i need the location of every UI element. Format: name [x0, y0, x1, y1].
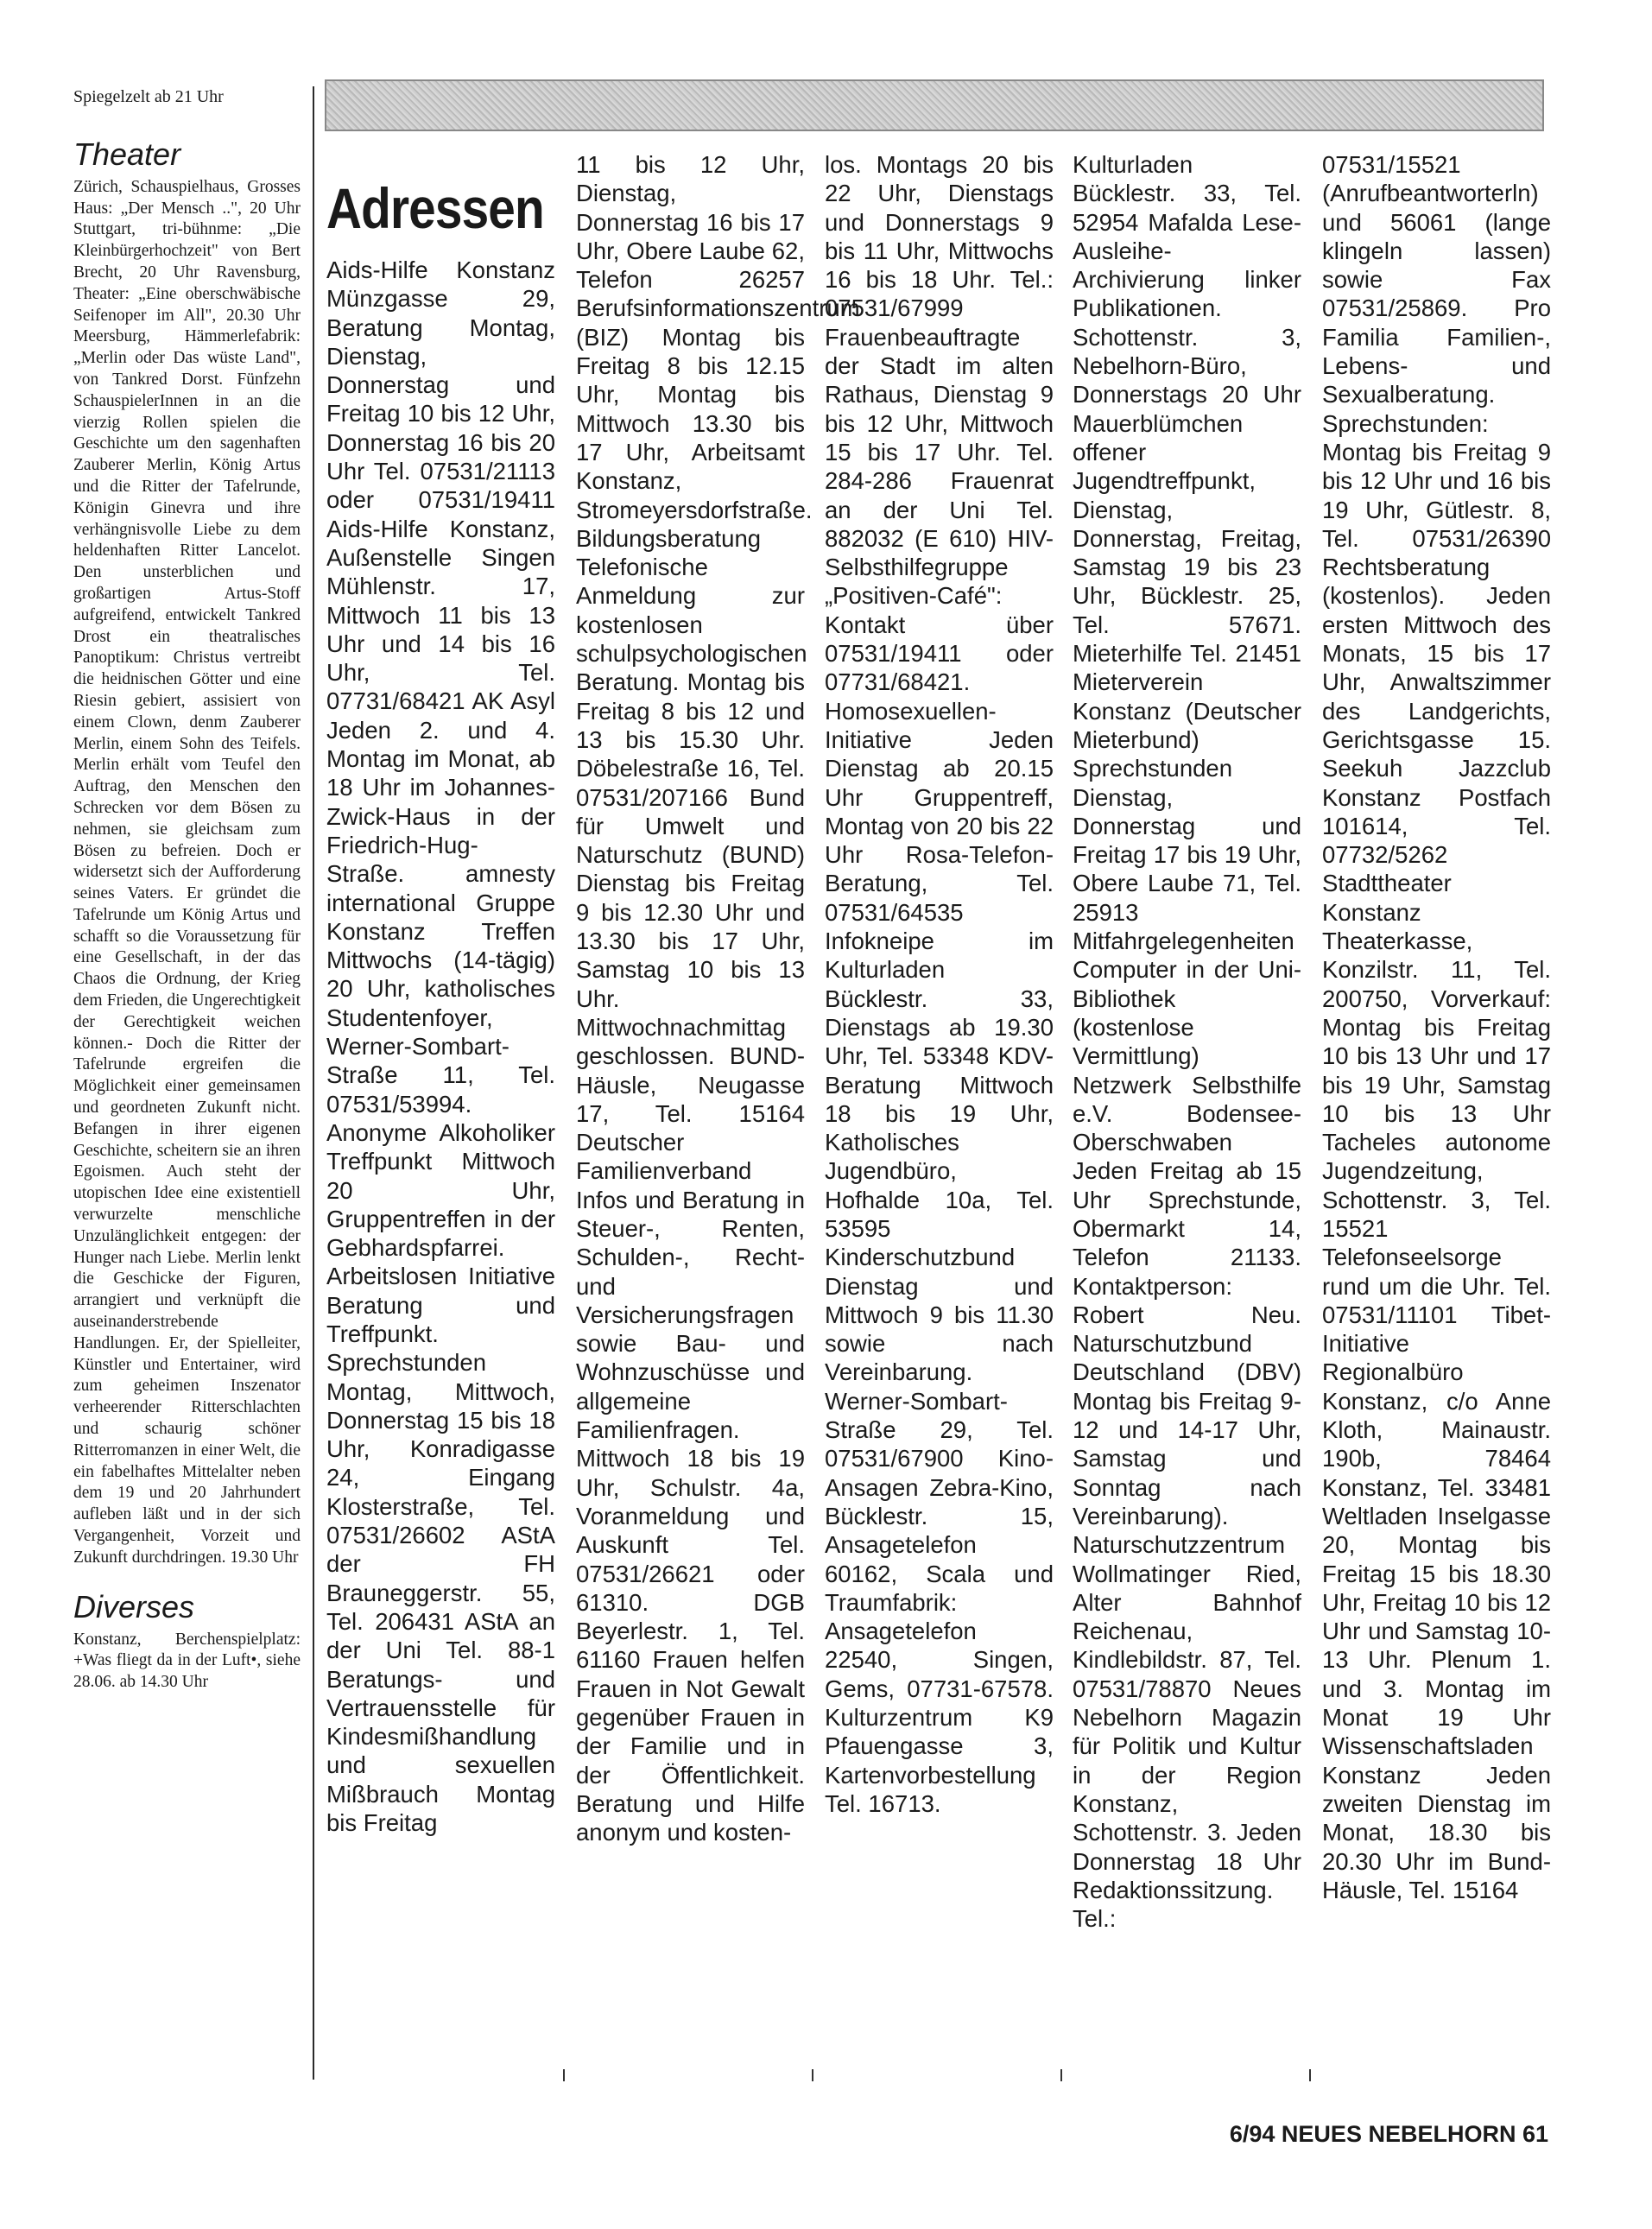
sidebar-top-line: Spiegelzelt ab 21 Uhr — [73, 87, 224, 106]
address-column-3 — [825, 150, 1054, 1818]
theater-heading: Theater — [73, 136, 181, 172]
column-tick — [1060, 2069, 1062, 2081]
page-footer: 6/94 NEUES NEBELHORN 61 — [1229, 2121, 1548, 2147]
column-tick — [1309, 2069, 1311, 2081]
column-divider — [313, 86, 314, 2080]
diverses-text: Konstanz, Berchenspielplatz: +Was fliegt da in der Luft•, siehe 28.06. ab 14.30 Uhr — [73, 1630, 301, 1692]
address-column-5 — [1322, 150, 1551, 1904]
column-tick — [812, 2069, 813, 2081]
column-tick — [563, 2069, 565, 2081]
column-text: 11 bis 12 Uhr, Dienstag, Donnerstag 16 bis 17 Uhr, Obere Laube 62, Telefon 26257 Berufsinformationszentrum (BIZ) Montag bis Freitag 8 bis 12.15 Uhr, Montag bis Mittwoch 13.30 bis 17 Uhr, Arbeitsamt Konstanz, Stromeyersdorfstraße. Bildungsberatung Telefonische Anmeldung zur kostenlosen schulpsychologischen Beratung. Montag bis Freitag 8 bis 12 und 13 bis 15.30 Uhr. Döbelestraße 16, Tel. 07531/207166 Bund für Umwelt und Naturschutz (BUND) Dienstag bis Freitag 9 bis 12.30 Uhr und 13.30 bis 17 Uhr, Samstag 10 bis 13 Uhr. Mittwochnachmittag geschlossen. BUND-Häusle, Neugasse 17, Tel. 15164 Deutscher Familienverband Infos und Beratung in Steuer-, Renten, Schulden-, Recht- und Versicherungsfragen sowie Bau- und Wohnzuschüsse und allgemeine Familienfragen. Mittwoch 18 bis 19 Uhr, Schulstr. 4a, Voranmeldung und Auskunft Tel. 07531/26621 oder 61310. DGB Beyerlestr. 1, Tel. 61160 Frauen helfen Frauen in Not Gewalt gegenüber Frauen in der Familie und in der Öffentlichkeit. Beratung und Hilfe anonym und kosten- — [576, 151, 860, 1846]
column-text: Aids-Hilfe Konstanz Münzgasse 29, Beratung Montag, Dienstag, Donnerstag und Freitag 10 bis 12 Uhr, Donnerstag 16 bis 20 Uhr Tel. 07531/21113 oder 07531/19411 Aids-Hilfe Konstanz, Außenstelle Singen Mühlenstr. 17, Mittwoch 11 bis 13 Uhr und 14 bis 16 Uhr, Tel. 07731/68421 AK Asyl Jeden 2. und 4. Montag im Monat, ab 18 Uhr im Johannes-Zwick-Haus in der Friedrich-Hug-Straße. amnesty international Gruppe Konstanz Treffen Mittwochs (14-tägig) 20 Uhr, katholisches Studentenfoyer, Werner-Sombart-Straße 11, Tel. 07531/53994. Anonyme Alkoholiker Treffpunkt Mittwoch 20 Uhr, Gruppentreffen in der Gebhardspfarrei. Arbeitslosen Initiative Beratung und Treffpunkt. Sprechstunden Montag, Mittwoch, Donnerstag 15 bis 18 Uhr, Konradigasse 24, Eingang Klosterstraße, Tel. 07531/26602 AStA der FH Brauneggerstr. 55, Tel. 206431 AStA an der Uni Tel. 88-1 Beratungs- und Vertrauensstelle für Kindesmißhandlung und sexuellen Mißbrauch Montag bis Freitag — [326, 256, 555, 1837]
address-column-1 — [326, 164, 555, 1837]
address-column-2 — [576, 150, 860, 1847]
address-column-4 — [1073, 150, 1301, 1933]
page-title: Adressen — [326, 176, 544, 240]
theater-text: Zürich, Schauspielhaus, Grosses Haus: „Der Mensch ..", 20 Uhr Stuttgart, tri-bühnme: „Die Kleinbürgerhochzeit" von Bert Brecht, 20 Uhr Ravensburg, Theater: „Eine oberschwäbische Seifenoper im All", 20.30 Uhr Meersburg, Hämmerlefabrik: „Merlin oder Das wüste Land", von Tankred Dorst. Fünfzehn SchauspielerInnen in an die vierzig Rollen spielen die Geschichte um den sagenhaften Zauberer Merlin, König Artus und die Ritter der Tafelrunde, Königin Ginevra und ihre verhängnisvolle Liebe zu dem heldenhaften Ritter Lancelot. Den unsterblichen und großartigen Artus-Stoff aufgreifend, entwickelt Tankred Drost ein theatralisches Panoptikum: Christus vertreibt die heidnischen Götter und eine Riesin gebiert, assisiert von einem Clown, denm Zauberer Merlin, einem Sohn des Teifels. Merlin erhält vom Teufel den Auftrag, den Menschen den Schrecken vor dem Bösen zu nehmen, sie gleichsam zum Bösen zu befreien. Doch er widersetzt sich der Aufforderung seines Vaters. Er gründet die Tafelrunde um König Artus und schafft so die Voraussetzung für eine Gesellschaft, in der das Chaos die Ordnung, der Krieg dem Frieden, die Ungerechtigkeit der Gerechtigkeit weichen können.- Doch die Ritter der Tafelrunde ergreifen die Möglichkeit einer gemeinsamen und geordneten Zukunft nicht. Befangen in ihrer eigenen Geschichte, scheitern sie an ihren Egoismen. Auch steht der utopischen Idee eine existentiell verwurzelte menschliche Unzulänglichkeit entgegen: der Hunger nach Liebe. Merlin lenkt die Geschicke der Figuren, arrangiert und verknüpft die auseinanderstrebende Handlungen. Er, der Spielleiter, Künstler und Entertainer, wird zum geheimen Inszenator verheerender Ritterschlachten und schaurig schöner Ritterromanzen in einer Welt, die ein fabelhaftes Mittelalter neben dem 19 und 20 Jahrhundert aufleben läßt und in der sich Vergangenheit, Vorzeit und Zukunft durchdringen. 19.30 Uhr — [73, 177, 301, 1567]
column-text: Kulturladen Bücklestr. 33, Tel. 52954 Mafalda Lese-Ausleihe-Archivierung linker Publikationen. Schottenstr. 3, Nebelhorn-Büro, Donnerstags 20 Uhr Mauerblümchen offener Jugendtreffpunkt, Dienstag, Donnerstag, Freitag, Samstag 19 bis 23 Uhr, Bücklestr. 25, Tel. 57671. Mieterhilfe Tel. 21451 Mieterverein Konstanz (Deutscher Mieterbund) Sprechstunden Dienstag, Donnerstag und Freitag 17 bis 19 Uhr, Obere Laube 71, Tel. 25913 Mitfahrgelegenheiten Computer in der Uni-Bibliothek (kostenlose Vermittlung) Netzwerk Selbsthilfe e.V. Bodensee-Oberschwaben Jeden Freitag ab 15 Uhr Sprechstunde, Obermarkt 14, Telefon 21133. Kontaktperson: Robert Neu. Naturschutzbund Deutschland (DBV) Montag bis Freitag 9-12 und 14-17 Uhr, Samstag und Sonntag nach Vereinbarung). Naturschutzzentrum Wollmatinger Ried, Alter Bahnhof Reichenau, Kindlebildstr. 87, Tel. 07531/78870 Neues Nebelhorn Magazin für Politik und Kultur in der Region Konstanz, Schottenstr. 3. Jeden Donnerstag 18 Uhr Redaktionssitzung. Tel.: — [1073, 151, 1301, 1933]
sidebar-events — [73, 86, 301, 1694]
column-text: los. Montags 20 bis 22 Uhr, Dienstags und Donnerstags 9 bis 11 Uhr, Mittwochs 16 bis 18 Uhr. Tel.: 07531/67999 Frauenbeauftragte der Stadt im alten Rathaus, Dienstag 9 bis 12 Uhr, Mittwoch 15 bis 17 Uhr. Tel. 284-286 Frauenrat an der Uni Tel. 882032 (E 610) HIV-Selbsthilfegruppe „Positiven-Café": Kontakt über 07531/19411 oder 07731/68421. Homosexuellen-Initiative Jeden Dienstag ab 20.15 Uhr Gruppentreff, Montag von 20 bis 22 Uhr Rosa-Telefon-Beratung, Tel. 07531/64535 Infokneipe im Kulturladen Bücklestr. 33, Dienstags ab 19.30 Uhr, Tel. 53348 KDV-Beratung Mittwoch 18 bis 19 Uhr, Katholisches Jugendbüro, Hofhalde 10a, Tel. 53595 Kinderschutzbund Dienstag und Mittwoch 9 bis 11.30 sowie nach Vereinbarung. Werner-Sombart-Straße 29, Tel. 07531/67900 Kino-Ansagen Zebra-Kino, Bücklestr. 15, Ansagetelefon 60162, Scala und Traumfabrik: Ansagetelefon 22540, Singen, Gems, 07731-67578. Kulturzentrum K9 Pfauengasse 3, Kartenvorbestellung Tel. 16713. — [825, 151, 1054, 1817]
header-banner — [325, 79, 1544, 131]
column-text: 07531/15521 (Anrufbeantworterln) und 56061 (lange klingeln lassen) sowie Fax 07531/25869. Pro Familia Familien-, Lebens- und Sexualberatung. Sprechstunden: Montag bis Freitag 9 bis 12 Uhr und 16 bis 19 Uhr, Gütlestr. 8, Tel. 07531/26390 Rechtsberatung (kostenlos). Jeden ersten Mittwoch des Monats, 15 bis 17 Uhr, Anwaltszimmer des Landgerichts, Gerichtsgasse 15. Seekuh Jazzclub Konstanz Postfach 101614, Tel. 07732/5262 Stadttheater Konstanz Theaterkasse, Konzilstr. 11, Tel. 200750, Vorverkauf: Montag bis Freitag 10 bis 13 Uhr und 17 bis 19 Uhr, Samstag 10 bis 13 Uhr Tacheles autonome Jugendzeitung, Schottenstr. 3, Tel. 15521 Telefonseelsorge rund um die Uhr. Tel. 07531/11101 Tibet-Initiative Regionalbüro Konstanz, c/o Anne Kloth, Mainaustr. 190b, 78464 Konstanz, Tel. 33481 Weltladen Inselgasse 20, Montag bis Freitag 15 bis 18.30 Uhr, Freitag 10 bis 12 Uhr und Samstag 10-13 Uhr. Plenum 1. und 3. Montag im Monat 19 Uhr Wissenschaftsladen Konstanz Jeden zweiten Dienstag im Monat, 18.30 bis 20.30 Uhr im Bund-Häusle, Tel. 15164 — [1322, 151, 1551, 1903]
diverses-heading: Diverses — [73, 1588, 195, 1624]
